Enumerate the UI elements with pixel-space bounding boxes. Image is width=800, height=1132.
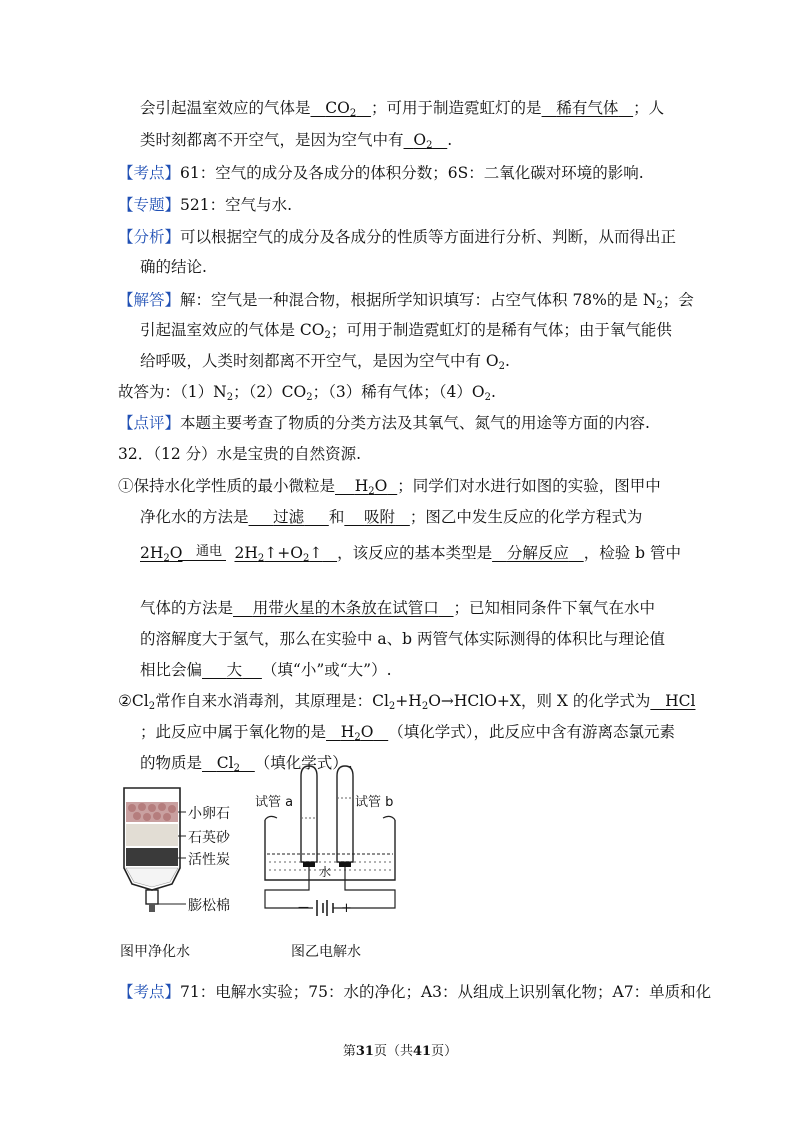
label-sand: 石英砂 [188,830,230,846]
kaodian-line [118,982,711,1002]
text: . [447,131,453,149]
page-number: 31 [355,1044,374,1059]
text: 本题主要考查了物质的分类方法及其氧气、氮气的用途等方面的内容. [180,414,650,432]
text-line: 相比会偏 大 （填“小”或“大”）. [140,661,392,679]
text: ；可用于制造霓虹灯的是 [371,99,542,117]
reaction-condition: 通电 [196,544,223,559]
tube-a-label: 试管 a [255,795,294,810]
question-title: 32．（12 分）水是宝贵的自然资源. [118,445,362,463]
text-line: 气体的方法是 用带火星的木条放在试管口 ；已知相同条件下氧气在水中 [140,599,656,617]
jieda-line: 【解答】解：空气是一种混合物，根据所学知识填写：占空气体积 78%的是 $N_2$；会 [118,291,694,311]
caption-yi: 图乙电解水 [291,944,361,960]
text: 61：空气的成分及各成分的体积分数；6S：二氧化碳对环境的影响. [180,164,644,182]
text-line: ①保持水化学性质的最小微粒是 $H_2O$ ；同学们对水进行如图的实验，图甲中 [118,477,661,497]
answer-blank: 吸附 [364,508,396,526]
caption-jia: 图甲净化水 [120,944,190,960]
label-cotton: 膨松棉 [188,898,230,914]
answer-blank: 分解反应 [506,544,569,562]
total-pages: 41 [413,1044,432,1059]
sand-layer [126,824,178,846]
minus-sign: － [297,901,311,916]
text-line: ；此反应中属于氧化物的是 $H_2O$ （填化学式），此反应中含有游离态氯元素 [140,723,675,743]
answer-line: 故答为：$(1)N_2$；$(2)CO_2$；（3）稀有气体；$(4)O_2$. [118,383,496,403]
text-line: 的溶解度大于氢气，那么在实验中 a、b 两管气体实际测得的体积比与理论值 [140,630,666,648]
tube-b-label: 试管 b [355,795,394,810]
text: 给呼吸，人类时刻都离不开空气，是因为空气中有 O [140,352,499,370]
answer-blank: HCl [665,692,696,710]
page-footer: 第31页（共41页） [342,1044,458,1059]
section-tag: 【点评】 [118,414,181,432]
text-line [140,257,207,277]
text-line: 的物质是 $Cl_2$ （填化学式）. [140,754,353,774]
plus-sign: + [341,901,352,916]
answer-blank: $O_2$ [413,131,433,151]
figure-yi-electrolysis [255,758,415,970]
text: ；人 [633,99,665,117]
text: 解：空气是一种混合物，根据所学知识填写：占空气体积 78%的是 N [180,291,657,309]
text-line: 引起温室效应的气体是 $CO_2$；可用于制造霓虹灯的是稀有气体；由于氧气能供 [140,321,672,341]
text: 可以根据空气的成分及各成分的性质等方面进行分析、判断，从而得出正 [180,228,677,246]
answer-blank: 大 [226,661,243,679]
text-line [140,130,452,150]
text: 确的结论. [140,258,207,276]
section-tag: 【考点】 [118,983,181,1001]
section-tag: 【解答】 [118,291,181,309]
text: 521：空气与水. [180,196,293,214]
label-pebble: 小卵石 [188,806,230,822]
answer-blank: $H_2O$ [354,477,388,497]
section-tag: 【分析】 [118,228,181,246]
text-line [140,98,664,118]
text: 类时刻都离不开空气，是因为空气中有 [140,131,404,149]
chemical-equation: $2H_2O$ $2H_2↑+O_2↑$ ，该反应的基本类型是 分解反应 ，检验 b 管中 [140,544,681,564]
answer-blank: $Cl_2$ [216,754,240,774]
kaodian-line [118,163,644,183]
text-line: 净化水的方法是 过滤 和 吸附 ；图乙中发生反应的化学方程式为 [140,508,643,526]
answer-blank: 用带火星的木条放在试管口 [252,599,439,617]
answer-blank: 过滤 [273,508,305,526]
zhuanti-line [118,195,292,215]
dianping-line [118,413,650,433]
section-tag: 【考点】 [118,164,181,182]
water-label: 水 [319,865,332,879]
figure-jia-purifier [112,780,262,970]
section-tag: 【专题】 [118,196,181,214]
text: 71：电解水实验；75：水的净化；A3：从组成上识别氧化物；A7：单质和化 [180,983,712,1001]
fenxi-line [118,227,676,247]
answer-blank: $CO_2$ [325,99,357,119]
answer-blank: 稀有气体 [556,99,619,117]
text-line: $②Cl_2$常作自来水消毒剂，其原理是：$Cl_2+H_2O\to HClO+X$，则 X 的化学式为 HCl [118,692,696,712]
text: 会引起温室效应的气体是 [140,99,311,117]
label-carbon: 活性炭 [188,852,230,868]
text: 引起温室效应的气体是 CO [140,321,325,339]
carbon-layer [126,848,178,866]
text-line: 给呼吸，人类时刻都离不开空气，是因为空气中有 $O_2$. [140,352,510,372]
answer-blank: $H_2O$ [340,723,374,743]
